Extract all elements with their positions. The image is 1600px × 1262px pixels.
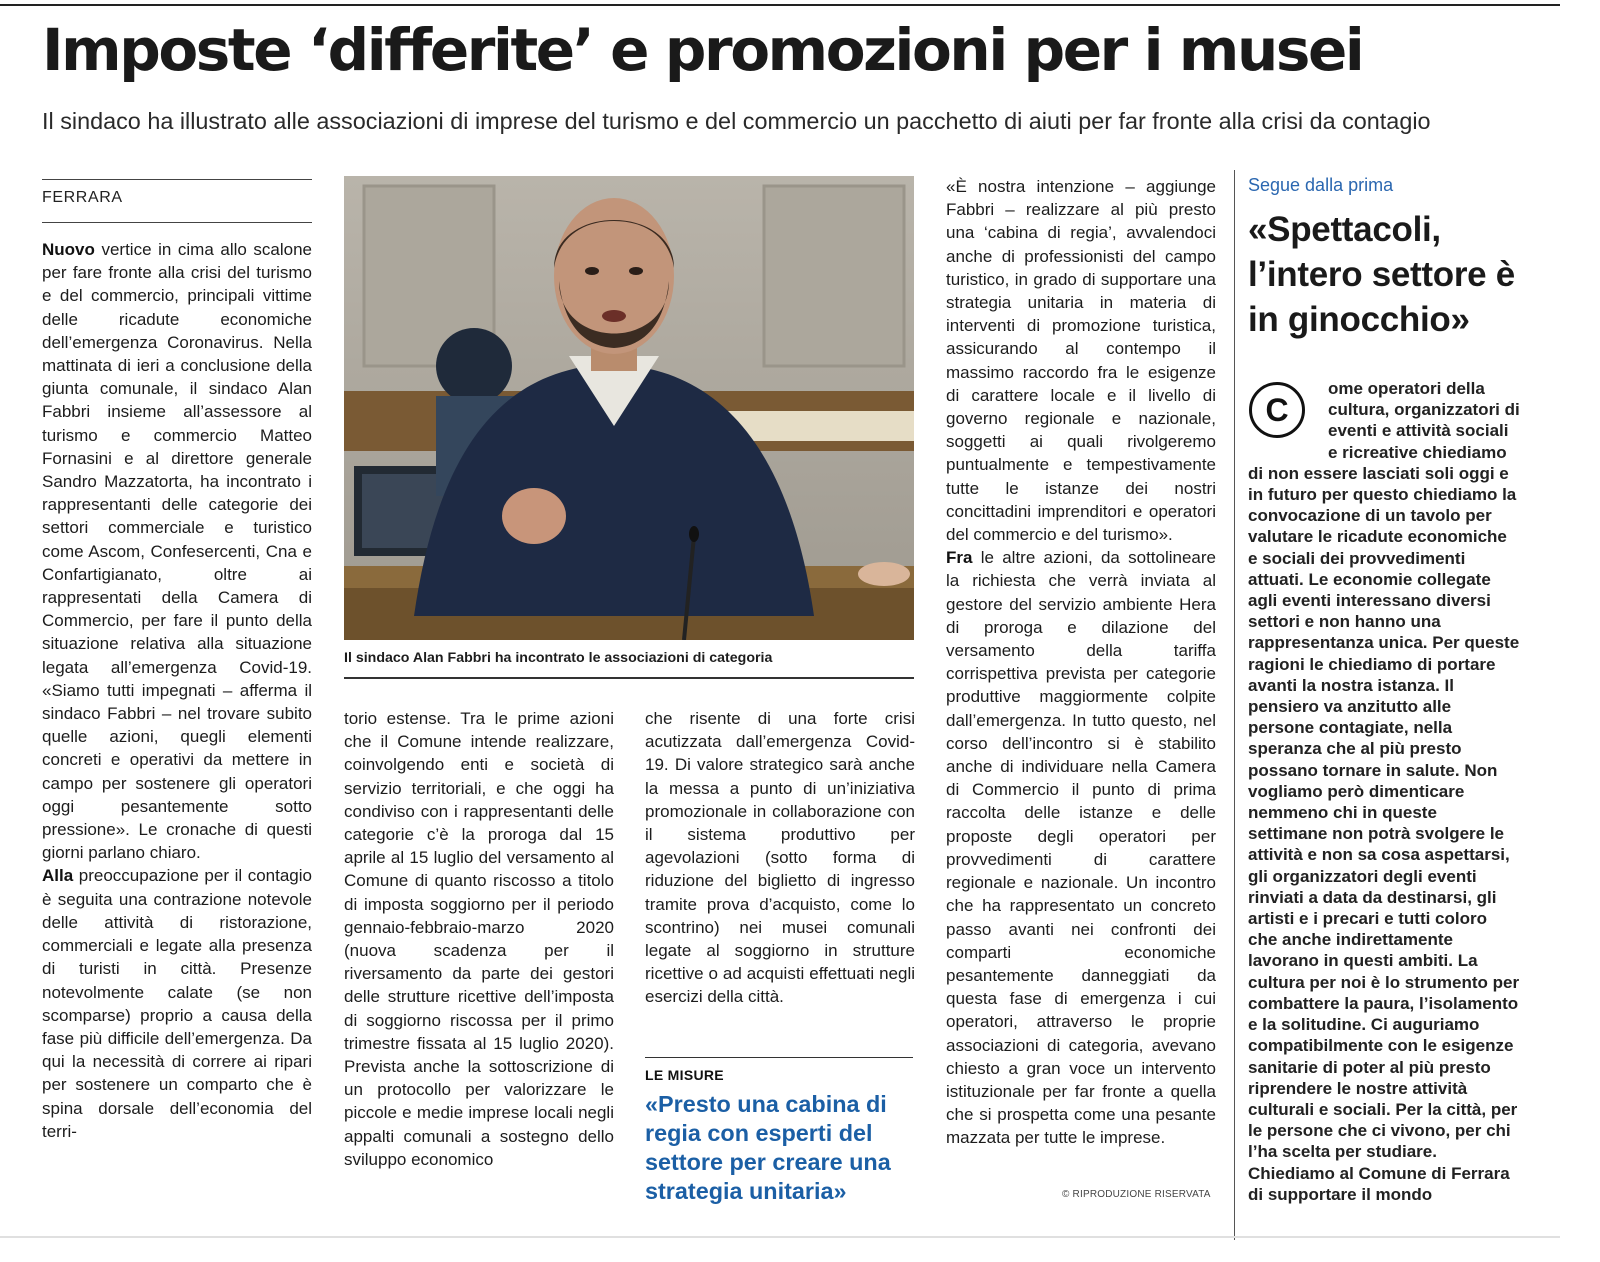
sidebar-body [1248,378,1520,1244]
sidebar-paragraph: ome operatori della cultura, organizzatori di eventi e attività sociali e ricreative chiediamo di non essere lasciati soli oggi e in futuro per questo chiediamo la convocazione di un tavolo per valutare le ricadute economiche e sociali dei provvedimenti attuati. Le economie collegate agli eventi interessano diversi settori e non hanno una rappresentanza unica. Per queste ragioni le chiediamo di portare avanti la nostra istanza. Il pensiero va anzitutto alle persone contagiate, nella speranza che al più presto possano tornare in salute. Non vogliamo però dimenticare nemmeno chi in queste settimane non potrà svolgere le attività e non sa cosa aspettarsi, gli organizzatori degli eventi rinviati a data da destinarsi, gli artisti e i precari e tutti coloro che anche indirettamente lavorano in questi ambiti. La cultura per noi è lo strumento per combattere la paura, l’isolamento e la solitudine. Ci auguriamo compatibilmente con le esigenze sanitarie di poter al più presto riprendere le nostre attività culturali e sociali. Per la città, per le persone che ci vivono, per chi l’ha scelta per studiare. Chiediamo al Comune di Ferrara di supportare il mondo [1248,379,1520,1204]
paragraph [946,546,1216,1149]
paragraph-text: preoccupazione per il contagio è seguita una contrazione notevole delle attività di ristorazione, commerciali e legate alla presenza di turisti in città. Presenze notevolmente calate (se non scomparse) proprio a causa della fase più difficile dell’emergenza. Da qui la necessità di correre ai ripari per sostenere un comparto che è spina dorsale dell’economia del terri- [42,866,312,1141]
dateline-rule [42,179,312,180]
dropcap: C [1249,382,1305,438]
paragraph: torio estense. Tra le prime azioni che il Comune intende realizzare, coinvolgendo enti e società di servizio territoriali, e che oggi ha condiviso con i rappresentanti delle categorie c’è la proroga dal 15 aprile al 15 luglio del versamento al Comune di quanto riscosso a titolo di imposta soggiorno per il periodo gennaio-febbraio-marzo 2020 (nuova scadenza per il riversamento da parte dei gestori delle strutture ricettive dell’imposta di soggiorno riscossa per il primo trimestre fissata al 15 luglio 2020). Prevista anche la sottoscrizione di un protocollo per valorizzare le piccole e medie imprese locali negli appalti comunali a sostegno dello sviluppo economico [344,709,614,1169]
photo-caption: Il sindaco Alan Fabbri ha incontrato le associazioni di categoria [344,650,773,666]
dateline: FERRARA [42,189,123,206]
sidebar-divider [1234,170,1235,1240]
dateline-rule-bottom [42,222,312,223]
sidebar-kicker: Segue dalla prima [1248,175,1394,195]
headline: Imposte ‘differite’ e promozioni per i musei [42,16,1363,84]
caption-rule [344,677,914,679]
paragraph-lead: Fra [946,548,973,568]
article-column-3 [645,707,915,1009]
pull-quote: «Presto una cabina di regia con esperti del settore per creare una strategia unitaria» [645,1091,891,1204]
copyright-notice: © RIPRODUZIONE RISERVATA [1062,1189,1211,1200]
article-column-4 [946,175,1216,1150]
paragraph: che risente di una forte crisi acutizzata dall’emergenza Covid-19. Di valore strategico sarà anche la messa a punto di un’iniziativa promozionale in collaborazione con il sistema produttivo per agevolazioni (sotto forma di riduzione del biglietto di ingresso tramite prova d’acquisto, come lo scontrino) nei musei comunali legate al soggiorno in strutture ricettive o ad acquisti effettuati negli esercizi della città. [645,709,915,1007]
paragraph-text: vertice in cima allo scalone per fare fronte alla crisi del turismo e del commercio, principali vittime delle ricadute economiche dell’emergenza Coronavirus. Nella mattinata di ieri a conclusione della giunta comunale, il sindaco Alan Fabbri insieme all’assessore al turismo e commercio Matteo Fornasini e al direttore generale Sandro Mazzatorta, ha incontrato i rappresentanti delle categorie dei settori commerciale e turistico come Ascom, Confesercenti, Cna e Confartigianato, oltre ai rappresentati della Camera di Commercio, per fare il punto della situazione relativa alla situazione legata all’emergenza Covid-19. «Siamo tutti impegnati – afferma il sindaco Fabbri – nel trovare subito quelle azioni, quegli elementi concreti e operativi da mettere in campo per sostenere gli operatori oggi pesantemente sotto pressione». Le cronache di questi giorni parlano chiaro. [42,240,312,863]
article-column-2 [344,707,614,1171]
paragraph [42,864,312,1142]
article-photo [344,176,914,640]
paragraph [42,238,312,864]
bottom-rule [0,1236,1560,1238]
sidebar-title: «Spettacoli, l’intero settore è in ginocchio» [1248,210,1515,339]
paragraph-text: le altre azioni, da sottolineare la richiesta che verrà inviata al gestore del servizio ambiente Hera di proroga e dilazione del versamento della tariffa corrispettiva prevista per categorie produttive maggiormente colpite dall’emergenza. In tutto questo, nel corso dell’incontro si è stabilito anche di individuare nella Camera di Commercio il punto di prima raccolta delle istanze e delle proposte degli operatori per provvedimenti di carattere regionale e nazionale. Un incontro che ha rappresentato un concreto passo avanti nei confronti dei comparti economiche pesantemente danneggiati da questa fase di emergenza i cui operatori, attraverso le proprie associazioni di categoria, avevano chiesto a gran voce un intervento istituzionale per far fronte a quella che si prospetta come una pesante mazzata per tutte le imprese. [946,548,1216,1148]
misure-label: LE MISURE [645,1067,724,1083]
misure-rule [645,1057,913,1058]
article-column-1 [42,238,312,1143]
photo-illustration [344,176,914,640]
top-rule [0,4,1560,6]
paragraph: «È nostra intenzione – aggiunge Fabbri – realizzare al più presto una ‘cabina di regia’, avvalendoci anche di professionisti del campo turistico, in grado di supportare una strategia unitaria in materia di interventi di promozione turistica, assicurando al contempo il massimo raccordo fra le esigenze di carattere locale e il livello di governo regionale e nazionale, soggetti ai quali rivolgeremo puntualmente e tempestivamente tutte le istanze dei nostri concittadini imprenditori e operatori del commercio e del turismo». [946,177,1216,545]
paragraph-lead: Alla [42,866,74,886]
subhead: Il sindaco ha illustrato alle associazioni di imprese del turismo e del commercio un pacchetto di aiuti per far fronte alla crisi da contagio [42,108,1431,134]
paragraph-lead: Nuovo [42,240,95,259]
